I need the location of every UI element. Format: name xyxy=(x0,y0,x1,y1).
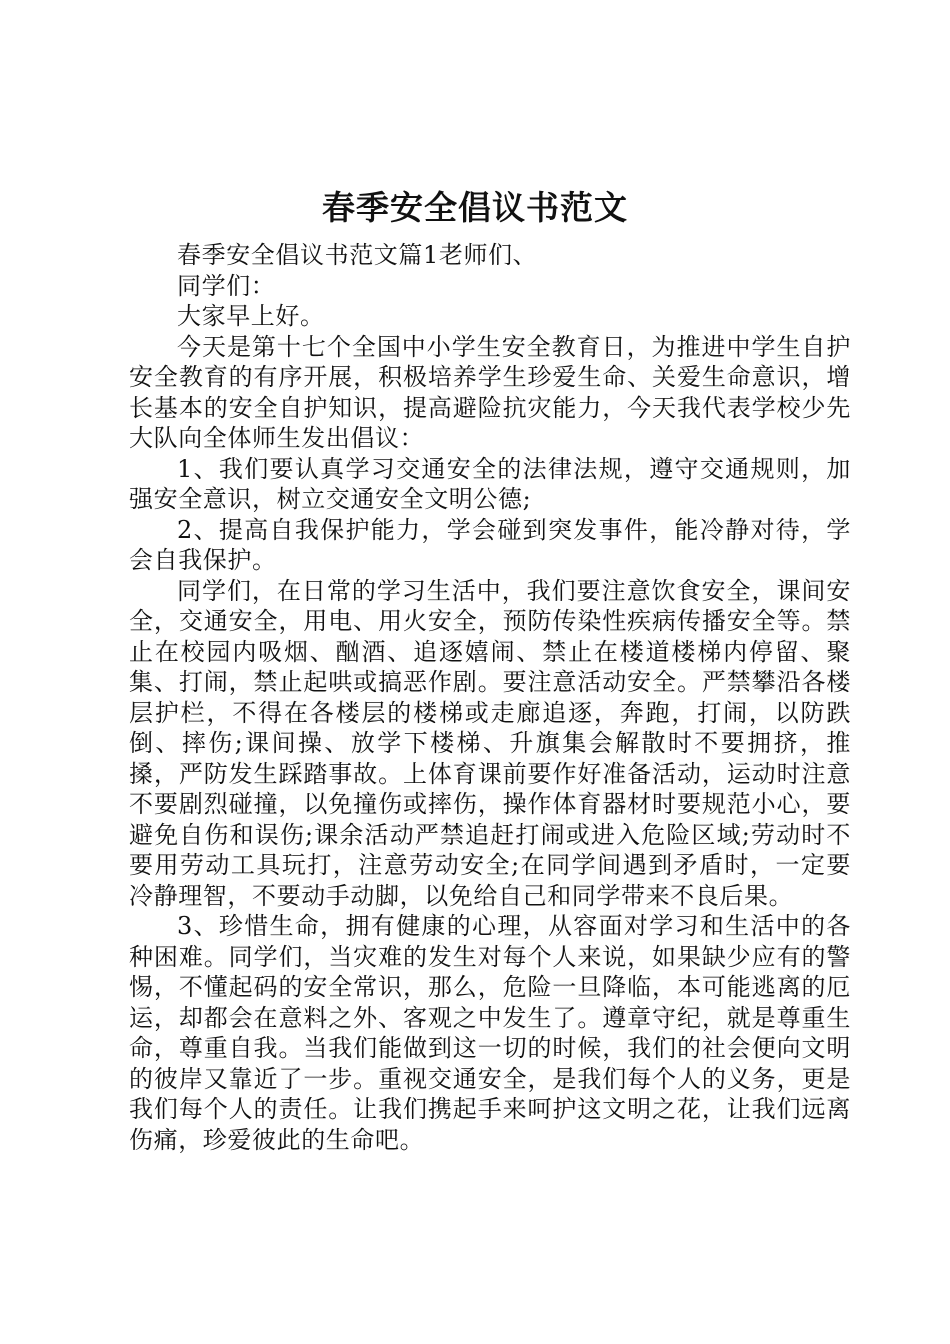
paragraph-heading-line: 春季安全倡议书范文篇1老师们、 xyxy=(177,241,538,269)
paragraph-greeting: 大家早上好。 xyxy=(177,302,325,330)
paragraph-intro: 今天是第十七个全国中小学生安全教育日，为推进中学生自护安全教育的有序开展，积极培养学生珍爱生命、关爱生命意识，增长基本的安全自护知识，提高避险抗灾能力，今天我代表学校少先大队向全体师生发出倡议： xyxy=(129,332,851,452)
paragraph-item-3: 3、珍惜生命，拥有健康的心理，从容面对学习和生活中的各种困难。同学们，当灾难的发生对每个人来说，如果缺少应有的警惕，不懂起码的安全常识，那么，危险一旦降临，本可能逃离的厄运，却都会在意料之外、客观之中发生了。遵章守纪，就是尊重生命，尊重自我。当我们能做到这一切的时候，我们的社会便向文明的彼岸又靠近了一步。重视交通安全，是我们每个人的义务，更是我们每个人的责任。让我们携起手来呵护这文明之花，让我们远离伤痛，珍爱彼此的生命吧。 xyxy=(129,912,851,1154)
paragraph-salutation: 同学们： xyxy=(177,271,276,300)
paragraph-safety-details: 同学们，在日常的学习生活中，我们要注意饮食安全，课间安全，交通安全，用电、用火安全，预防传染性疾病传播安全等。禁止在校园内吸烟、酗酒、追逐嬉闹、禁止在楼道楼梯内停留、聚集、打闹，禁止起哄或搞恶作剧。要注意活动安全。严禁攀沿各楼层护栏，不得在各楼层的楼梯或走廊追逐，奔跑，打闹，以防跌倒、摔伤;课间操、放学下楼梯、升旗集会解散时不要拥挤，推搡，严防发生踩踏事故。上体育课前要作好准备活动，运动时注意不要剧烈碰撞，以免撞伤或摔伤，操作体育器材时要规范小心，要避免自伤和误伤;课余活动严禁追赶打闹或进入危险区域;劳动时不要用劳动工具玩打，注意劳动安全;在同学间遇到矛盾时，一定要冷静理智，不要动手动脚，以免给自己和同学带来不良后果。 xyxy=(129,576,851,910)
document-body xyxy=(129,240,851,1155)
paragraph-item-1: 1、我们要认真学习交通安全的法律法规，遵守交通规则，加强安全意识，树立交通安全文明公德; xyxy=(129,454,851,513)
document-title: 春季安全倡议书范文 xyxy=(322,188,628,227)
paragraph-item-2: 2、提高自我保护能力，学会碰到突发事件，能冷静对待，学会自我保护。 xyxy=(129,515,851,574)
